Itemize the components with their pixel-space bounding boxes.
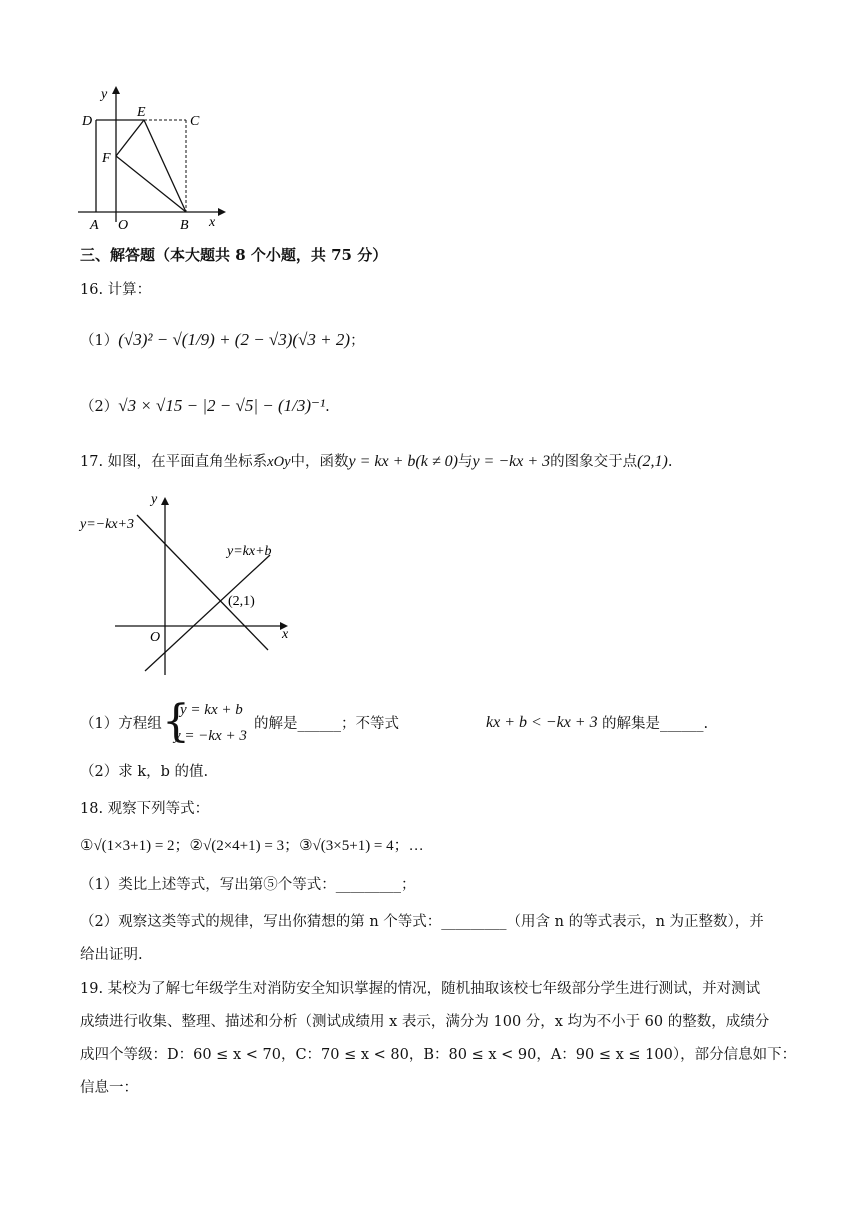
q19-line1: 19. 某校为了解七年级学生对消防安全知识掌握的情况，随机抽取该校七年级部分学生进行测试，并对测试 <box>80 981 761 997</box>
q18-part2-line2: 给出证明. <box>80 947 143 963</box>
q17-part1-inequality: kx + b < −kx + 3 <box>486 714 598 731</box>
q16-part1 <box>80 330 365 351</box>
q17-part1-end: 的解集是______. <box>602 716 709 732</box>
label-A: A <box>90 218 99 233</box>
q18-stem: 18. 观察下列等式： <box>80 801 210 817</box>
q17-part1-prefix: （1）方程组 <box>80 716 162 732</box>
segment-FB <box>116 156 186 212</box>
q17-stem-c: 与 <box>457 454 473 470</box>
q17-stem-a: 17. 如图，在平面直角坐标系 <box>80 454 268 470</box>
q18-part1: （1）类比上述等式，写出第⑤个等式：_________； <box>80 877 416 893</box>
q17-stem <box>80 452 672 472</box>
q17-stem-d: 的图象交于点 <box>550 454 638 470</box>
q17-stem-function1: y = kx + b(k ≠ 0) <box>348 453 458 470</box>
q17-label-y: y <box>151 492 158 507</box>
q17-line-graph <box>75 485 305 680</box>
segment-EB <box>144 120 186 212</box>
q17-y-axis-arrow <box>161 497 169 505</box>
q17-part2: （2）求 k，b 的值. <box>80 764 209 780</box>
q16-part2-expression: √3 × √15 − |2 − √5| − (1/3)⁻¹ <box>118 396 326 415</box>
q17-system-brace: { <box>162 696 190 747</box>
q17-label-x: x <box>282 627 289 642</box>
x-axis-arrow <box>218 208 226 216</box>
q16-part2-prefix: （2） <box>80 399 119 415</box>
q17-part1-mid: 的解是______；不等式 <box>254 716 399 732</box>
q17-line-increasing <box>145 555 270 671</box>
q17-stem-b: 中，函数 <box>290 454 349 470</box>
q19-line2: 成绩进行收集、整理、描述和分析（测试成绩用 x 表示，满分为 100 分，x 均为不小于 60 的整数，成绩分 <box>80 1014 770 1030</box>
q16-stem: 16. 计算： <box>80 282 152 298</box>
q16-part2 <box>80 396 330 417</box>
q19-line3: 成四个等级：D：60 ≤ x < 70，C：70 ≤ x < 80，B：80 ≤ x < 90，A：90 ≤ x ≤ 100），部分信息如下： <box>80 1047 797 1063</box>
q17-stem-point: (2,1) <box>637 453 668 470</box>
q16-part1-end: ； <box>350 333 365 349</box>
label-B: B <box>180 218 189 233</box>
q17-label-line1: y=−kx+3 <box>80 517 134 532</box>
geometry-figure-rectangle <box>70 80 230 235</box>
q17-label-O: O <box>150 630 161 645</box>
label-D: D <box>82 114 93 129</box>
q17-label-line2: y=kx+b <box>227 544 272 559</box>
q17-system-eq2: y = −kx + 3 <box>174 728 247 744</box>
q17-stem-e: . <box>667 454 673 470</box>
q16-part2-end: . <box>325 399 330 415</box>
label-y: y <box>101 87 108 102</box>
q18-equations: ①√(1×3+1) = 2；②√(2×4+1) = 3；③√(3×5+1) = 4；… <box>80 838 424 854</box>
q19-line4: 信息一： <box>80 1080 138 1096</box>
label-E: E <box>137 105 146 120</box>
segment-EF <box>116 120 144 156</box>
label-C: C <box>190 114 200 129</box>
section-title: 三、解答题（本大题共 8 个小题，共 75 分） <box>80 246 388 264</box>
q17-system-eq1: y = kx + b <box>180 702 243 718</box>
label-F: F <box>102 151 111 166</box>
q18-part2-line1: （2）观察这类等式的规律，写出你猜想的第 n 个等式：_________（用含 n 的等式表示，n 为正整数），并 <box>80 914 764 930</box>
label-x: x <box>209 215 216 230</box>
q16-part1-expression: (√3)² − √(1/9) + (2 − √3)(√3 + 2) <box>118 330 351 349</box>
q16-part1-prefix: （1） <box>80 333 119 349</box>
y-axis-arrow <box>112 86 120 94</box>
q17-label-point: (2,1) <box>228 594 255 609</box>
q17-stem-xoy: xOy <box>267 454 291 470</box>
q17-stem-function2: y = −kx + 3 <box>472 453 551 470</box>
label-O: O <box>118 218 129 233</box>
